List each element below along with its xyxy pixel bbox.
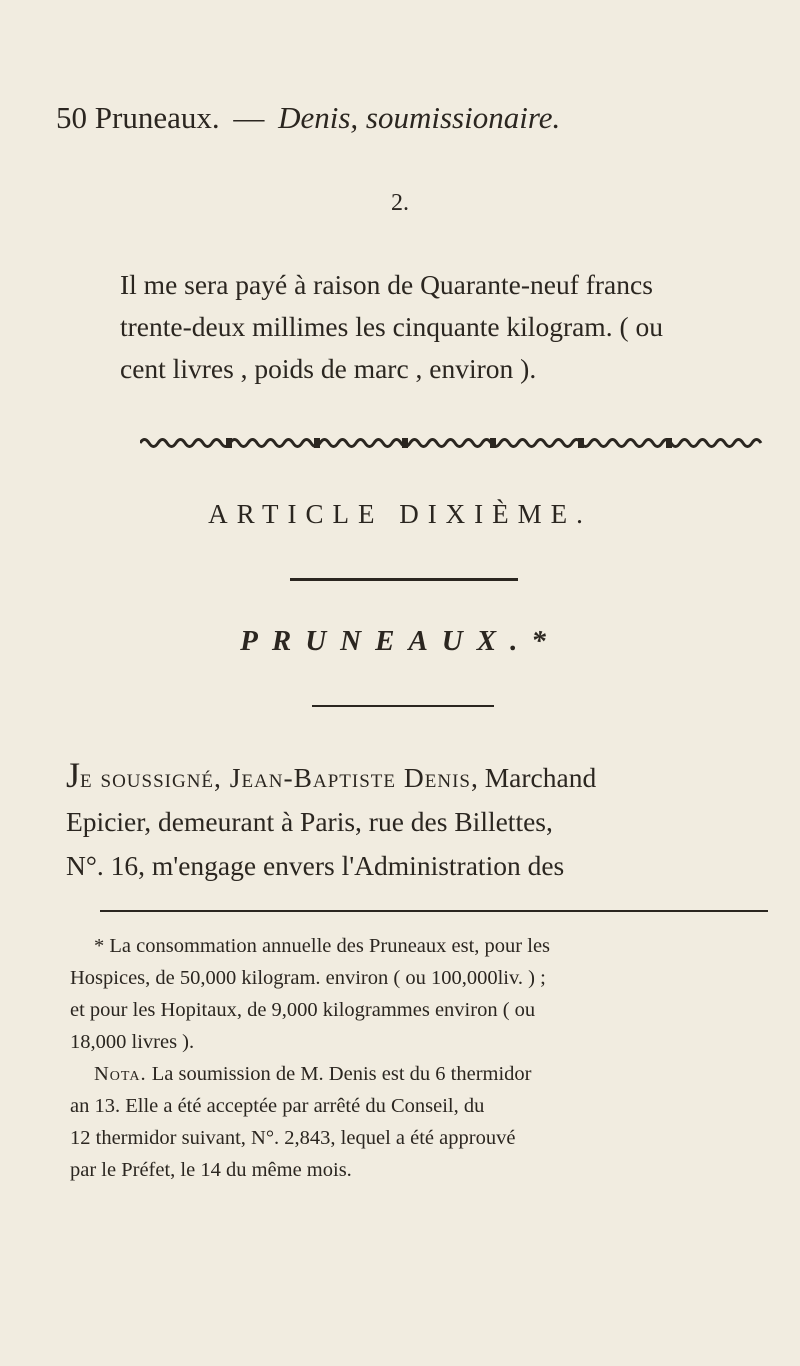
section-title: Pruneaux. [94, 100, 220, 135]
article-heading: ARTICLE DIXIÈME. [208, 499, 592, 529]
footnote-line: Hospices, de 50,000 kilogram. environ ( ou 100,000liv. ) ; [70, 967, 546, 989]
nota-line: an 13. Elle a été acceptée par arrêté du Conseil, du [70, 1095, 485, 1117]
ornamental-rule [140, 436, 763, 450]
nota-line: par le Préfet, le 14 du même mois. [70, 1159, 352, 1181]
engagement-line-1 [66, 753, 766, 800]
running-head [56, 100, 756, 136]
drop-cap: J [66, 755, 81, 795]
price-paragraph [120, 264, 765, 390]
signatory-name: e soussigné, Jean-Baptiste Denis [80, 762, 471, 793]
footnote-line: * La consommation annuelle des Pruneaux est, pour les [94, 935, 551, 957]
engagement-line-3: N°. 16, m'engage envers l'Administration des [66, 850, 565, 881]
item-number: 2. [391, 190, 409, 216]
nota-text: La soumission de M. Denis est du 6 thermidor [151, 1063, 532, 1085]
engagement-line-2: Epicier, demeurant à Paris, rue des Billettes, [66, 806, 553, 837]
engagement-paragraph [66, 753, 766, 888]
title-rule [312, 705, 494, 707]
page-number: 50 [56, 100, 87, 135]
nota-line: 12 thermidor suivant, N°. 2,843, lequel a été approuvé [70, 1127, 516, 1149]
heading-rule [290, 578, 518, 581]
running-subtitle: Denis, soumissionaire. [278, 100, 561, 135]
footnote-line: et pour les Hopitaux, de 9,000 kilogrammes environ ( ou [70, 999, 536, 1021]
subject-title: PRUNEAUX.* [240, 625, 560, 657]
nota-line [70, 1058, 770, 1090]
nota-label: Nota. [94, 1063, 147, 1085]
price-line: Il me sera payé à raison de Quarante-neuf francs [120, 269, 653, 300]
footnote-line: 18,000 livres ). [70, 1031, 195, 1053]
footnotes [70, 930, 770, 1186]
engagement-line-1-rest: , Marchand [470, 762, 597, 793]
head-separator: — [233, 100, 265, 135]
price-line: cent livres , poids de marc , environ ). [120, 353, 537, 384]
price-line: trente-deux millimes les cinquante kilogram. ( ou [120, 311, 663, 342]
footnote-rule [100, 910, 768, 912]
